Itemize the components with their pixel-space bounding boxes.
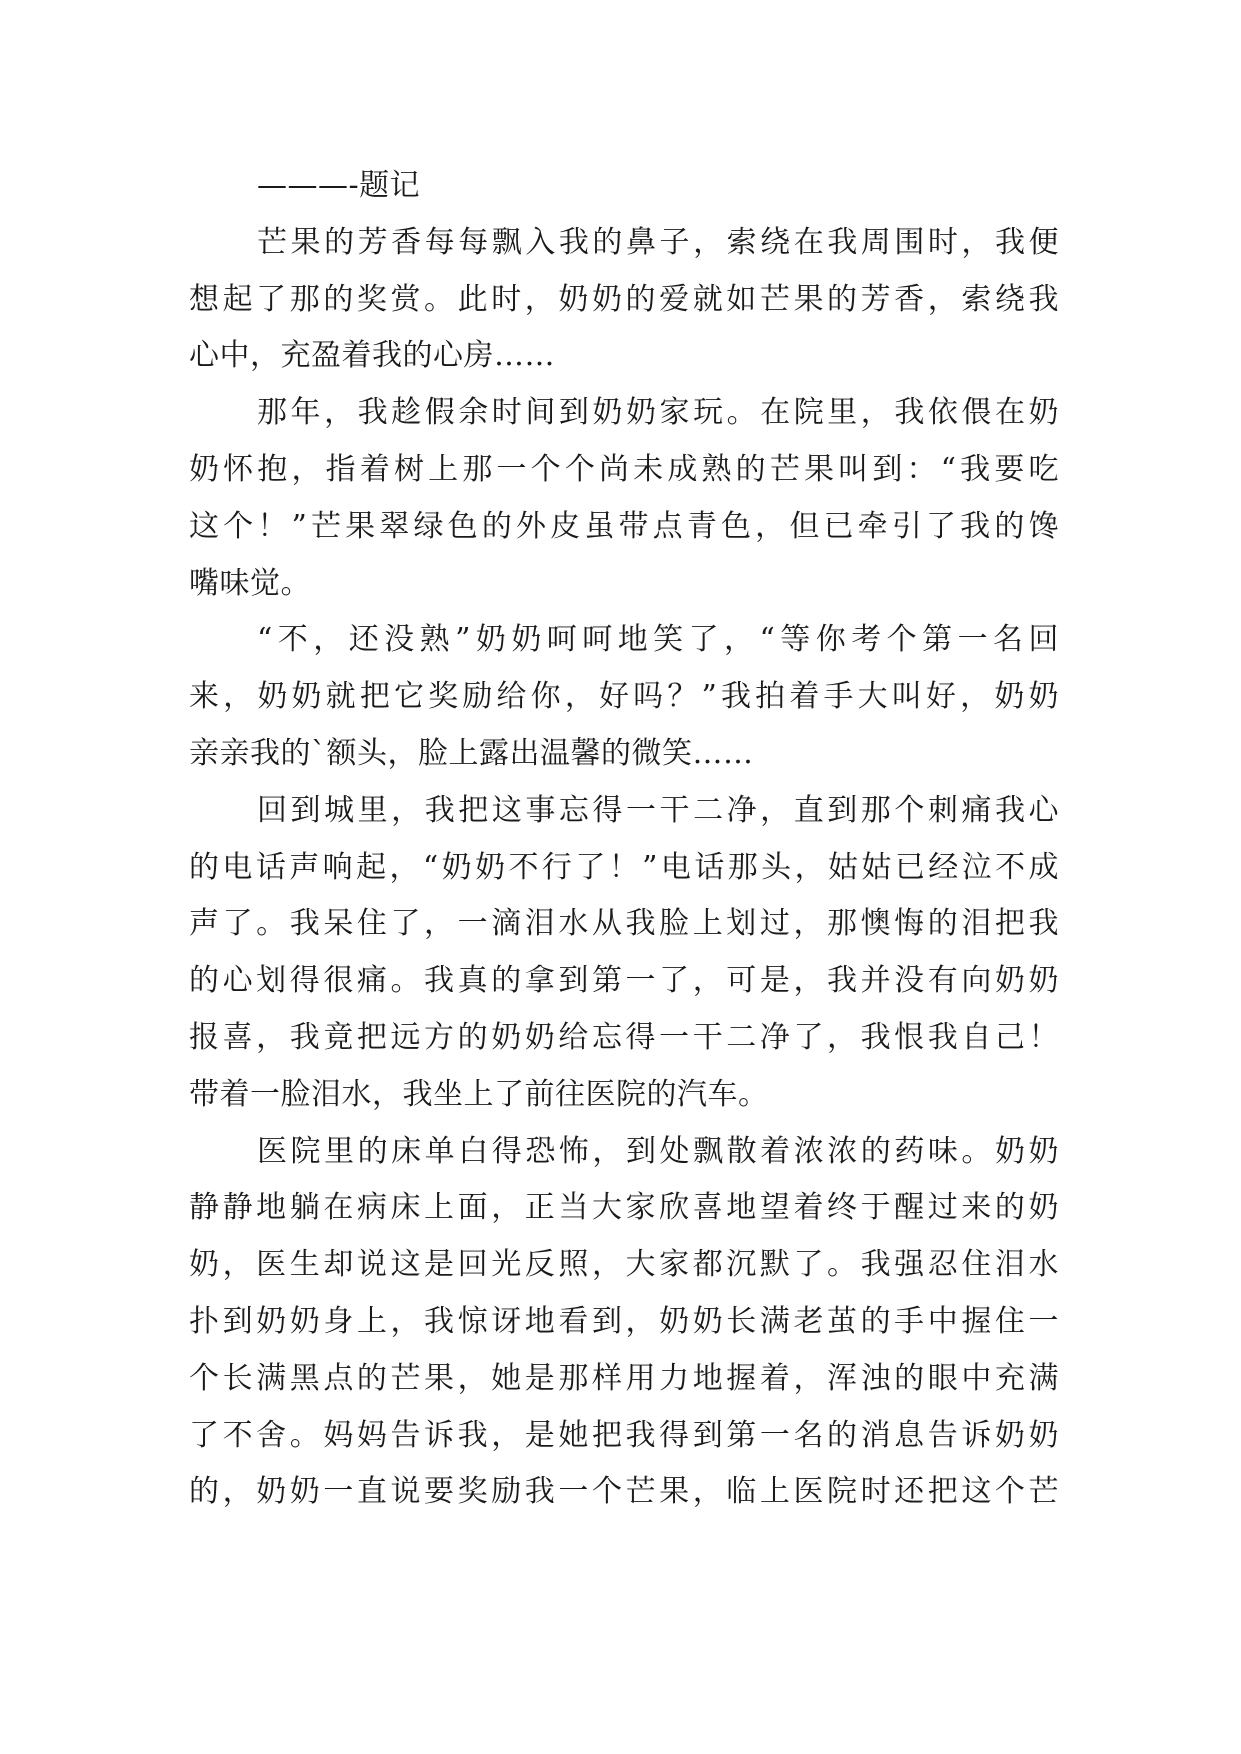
paragraph-line: 的电话声响起，“奶奶不行了！”电话那头，姑姑已经泣不成 (189, 849, 1059, 885)
paragraph-line: 心中，充盈着我的心房…… (189, 338, 555, 374)
paragraph-line: 奶，医生却说这是回光反照，大家都沉默了。我强忍住泪水 (189, 1247, 1059, 1283)
paragraph-line: 嘴味觉。 (189, 565, 311, 601)
paragraph-line: 医院里的床单白得恐怖，到处飘散着浓浓的药味。奶奶 (257, 1133, 1059, 1169)
paragraph-line: 亲亲我的`额头，脸上露出温馨的微笑…… (189, 735, 754, 771)
paragraph-line: 扑到奶奶身上，我惊讶地看到，奶奶长满老茧的手中握住一 (189, 1303, 1059, 1339)
essay-body (189, 158, 1059, 1521)
paragraph-line: 想起了那的奖赏。此时，奶奶的爱就如芒果的芳香，索绕我 (189, 281, 1059, 317)
paragraph-line: “不，还没熟”奶奶呵呵地笑了，“等你考个第一名回 (257, 622, 1059, 658)
epigraph-line: ———-题记 (257, 168, 421, 203)
paragraph-line: 芒果的芳香每每飘入我的鼻子，索绕在我周围时，我便 (257, 224, 1059, 260)
paragraph-line: 带着一脸泪水，我坐上了前往医院的汽车。 (189, 1076, 769, 1112)
paragraph-line: 的心划得很痛。我真的拿到第一了，可是，我并没有向奶奶 (189, 963, 1059, 999)
paragraph-line: 这个！”芒果翠绿色的外皮虽带点青色，但已牵引了我的馋 (189, 508, 1059, 544)
paragraph-line: 那年，我趁假余时间到奶奶家玩。在院里，我依偎在奶 (257, 395, 1059, 431)
paragraph-line: 来，奶奶就把它奖励给你，好吗？”我拍着手大叫好，奶奶 (189, 679, 1059, 715)
paragraph-line: 了不舍。妈妈告诉我，是她把我得到第一名的消息告诉奶奶 (189, 1417, 1059, 1453)
paragraph-line: 个长满黑点的芒果，她是那样用力地握着，浑浊的眼中充满 (189, 1360, 1059, 1396)
paragraph-line: 声了。我呆住了，一滴泪水从我脸上划过，那懊悔的泪把我 (189, 906, 1059, 942)
paragraph-line: 奶怀抱，指着树上那一个个尚未成熟的芒果叫到：“我要吃 (189, 451, 1059, 487)
paragraph-line: 的，奶奶一直说要奖励我一个芒果，临上医院时还把这个芒 (189, 1474, 1059, 1510)
paragraph-line: 报喜，我竟把远方的奶奶给忘得一干二净了，我恨我自己！ (189, 1019, 1059, 1055)
paragraph-line: 静静地躺在病床上面，正当大家欣喜地望着终于醒过来的奶 (189, 1190, 1059, 1226)
paragraph-line: 回到城里，我把这事忘得一干二净，直到那个刺痛我心 (257, 792, 1059, 828)
